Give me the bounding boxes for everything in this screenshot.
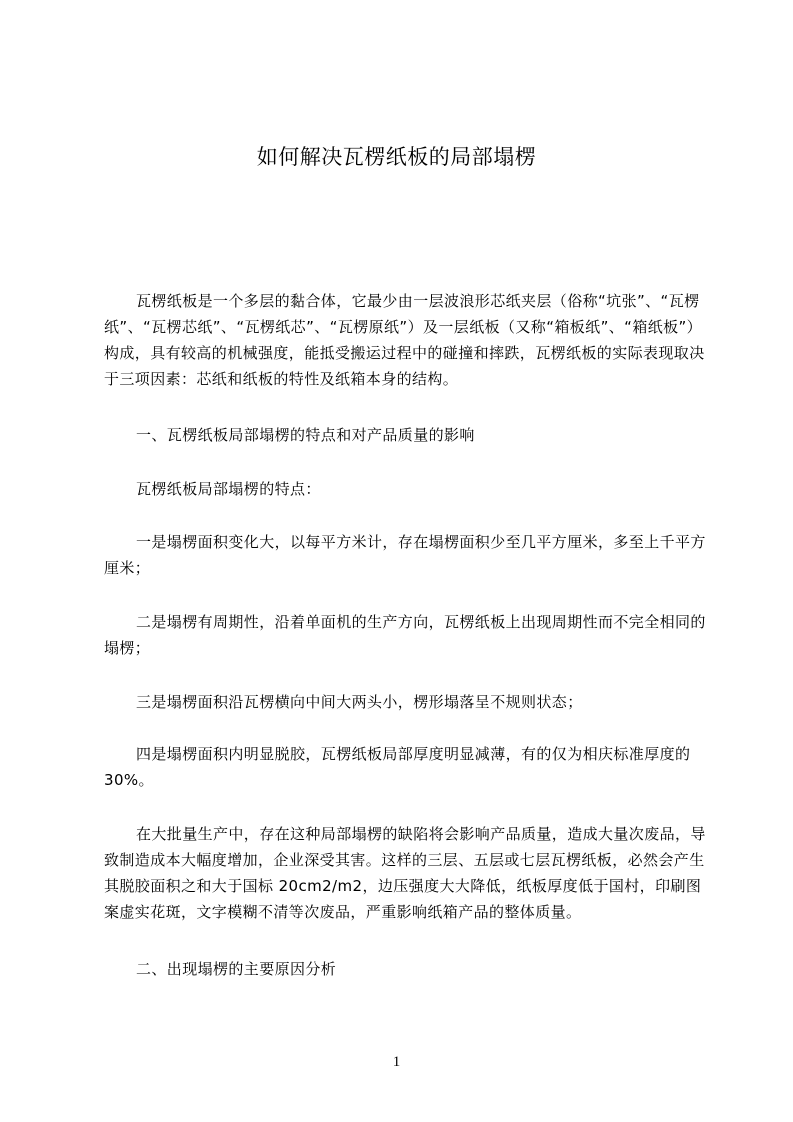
intro-paragraph: 瓦楞纸板是一个多层的黏合体，它最少由一层波浪形芯纸夹层（俗称“坑张”、“瓦楞纸”、“瓦楞芯纸”、“瓦楞纸芯”、“瓦楞原纸”）及一层纸板（又称“箱板纸”、“箱纸板”）构成，具有较高的机械强度，能抵受搬运过程中的碰撞和摔跌，瓦楞纸板的实际表现取决于三项因素：芯纸和纸板的特性及纸箱本身的结构。 [104, 292, 705, 388]
page-number: 1 [392, 1054, 401, 1070]
features-heading: 瓦楞纸板局部塌楞的特点： [136, 480, 321, 498]
impact-paragraph: 在大批量生产中，存在这种局部塌楞的缺陷将会影响产品质量，造成大量次废品，导致制造成本大幅度增加，企业深受其害。这样的三层、五层或七层瓦楞纸板，必然会产生其脱胶面积之和大于国标 20cm2/m2，边压强度大大降低，纸板厚度低于国村，印刷图案虚实花斑，文字模糊不清等次废品，严重影响纸箱产品的整体质量。 [104, 825, 706, 921]
feature-paragraph-1: 一是塌楞面积变化大，以每平方米计，存在塌楞面积少至几平方厘米，多至上千平方厘米； [104, 533, 706, 577]
feature-paragraph-2: 二是塌楞有周期性，沿着单面机的生产方向，瓦楞纸板上出现周期性而不完全相同的塌楞； [104, 613, 706, 657]
feature-paragraph-3: 三是塌楞面积沿瓦楞横向中间大两头小，楞形塌落呈不规则状态； [136, 693, 583, 711]
section-heading-1: 一、瓦楞纸板局部塌楞的特点和对产品质量的影响 [136, 426, 475, 444]
feature-paragraph-4: 四是塌楞面积内明显脱胶，瓦楞纸板局部厚度明显减薄，有的仅为相庆标准厚度的 30%。 [104, 745, 691, 789]
page-title: 如何解决瓦楞纸板的局部塌楞 [256, 145, 537, 169]
section-heading-2: 二、出现塌楞的主要原因分析 [136, 960, 337, 978]
